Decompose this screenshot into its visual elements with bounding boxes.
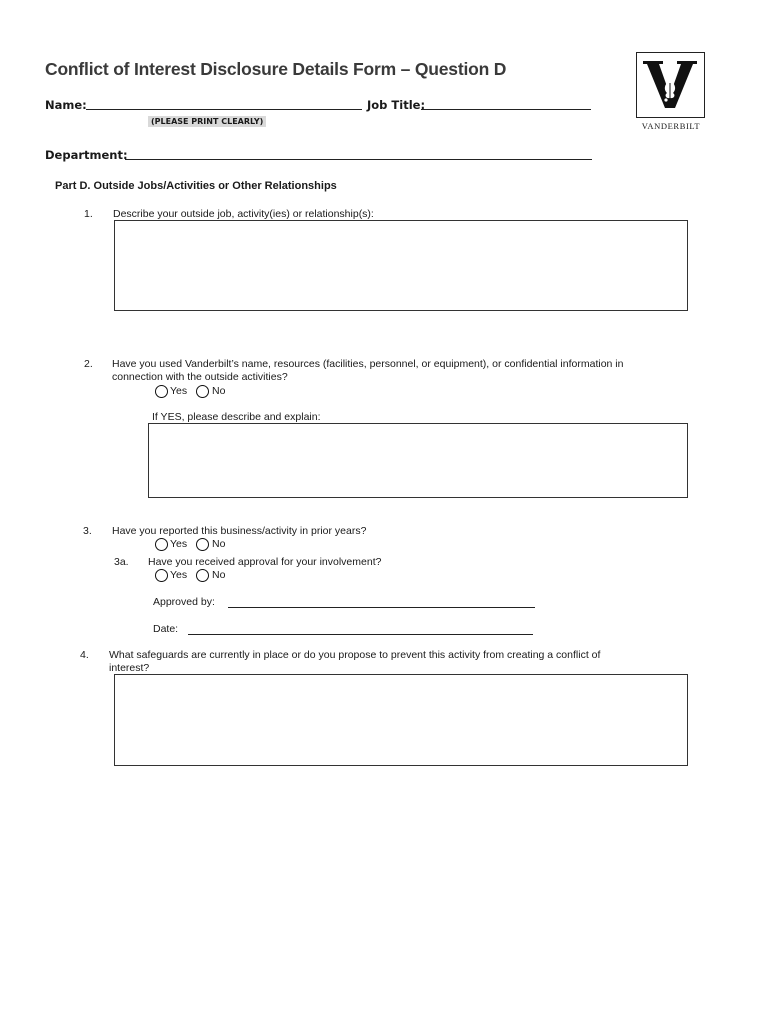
q3-number: 3. — [83, 525, 92, 537]
q4-answer-box[interactable] — [114, 674, 688, 766]
logo-wordmark: VANDERBILT — [641, 121, 701, 131]
q3-no-label: No — [212, 538, 226, 550]
q3a-text: Have you received approval for your involvement? — [148, 556, 382, 568]
job-title-label: Job Title: — [367, 98, 426, 112]
q2-no-label: No — [212, 385, 226, 397]
q2-no-radio[interactable] — [196, 385, 209, 398]
q3-text: Have you reported this business/activity in prior years? — [112, 525, 367, 537]
q3a-yes-label: Yes — [170, 569, 188, 581]
q3a-number: 3a. — [114, 556, 129, 568]
q3-yes-radio[interactable] — [155, 538, 168, 551]
q4-text-line1: What safeguards are currently in place or do you propose to prevent this activity from creating a conflict of — [109, 649, 601, 661]
q2-text-line2: connection with the outside activities? — [112, 371, 288, 383]
job-title-field[interactable] — [421, 109, 591, 110]
q2-text-line1: Have you used Vanderbilt’s name, resources (facilities, personnel, or equipment), or confidential information in — [112, 358, 624, 370]
q3a-no-label: No — [212, 569, 226, 581]
q3-no-radio[interactable] — [196, 538, 209, 551]
approved-by-field[interactable] — [228, 607, 535, 608]
department-field[interactable] — [125, 159, 592, 160]
print-clearly-note: (PLEASE PRINT CLEARLY) — [148, 116, 266, 127]
q2-answer-box[interactable] — [148, 423, 688, 498]
oak-leaf-v-icon — [637, 53, 703, 116]
date-label: Date: — [153, 623, 179, 635]
q2-followup-label: If YES, please describe and explain: — [152, 411, 321, 423]
q3a-no-radio[interactable] — [196, 569, 209, 582]
q1-answer-box[interactable] — [114, 220, 688, 311]
q2-number: 2. — [84, 358, 93, 370]
name-field[interactable] — [86, 109, 362, 110]
q1-text: Describe your outside job, activity(ies) or relationship(s): — [113, 208, 374, 220]
date-field[interactable] — [188, 634, 533, 635]
q1-number: 1. — [84, 208, 93, 220]
q2-yes-radio[interactable] — [155, 385, 168, 398]
q3-yes-label: Yes — [170, 538, 188, 550]
name-label: Name: — [45, 98, 87, 112]
vanderbilt-logo — [636, 52, 705, 118]
part-heading: Part D. Outside Jobs/Activities or Other Relationships — [55, 180, 337, 192]
q2-yes-label: Yes — [170, 385, 188, 397]
q4-number: 4. — [80, 649, 89, 661]
department-label: Department: — [45, 148, 128, 162]
approved-by-label: Approved by: — [153, 596, 215, 608]
q3a-yes-radio[interactable] — [155, 569, 168, 582]
form-title: Conflict of Interest Disclosure Details Form – Question D — [45, 59, 507, 79]
q4-text-line2: interest? — [109, 662, 150, 674]
